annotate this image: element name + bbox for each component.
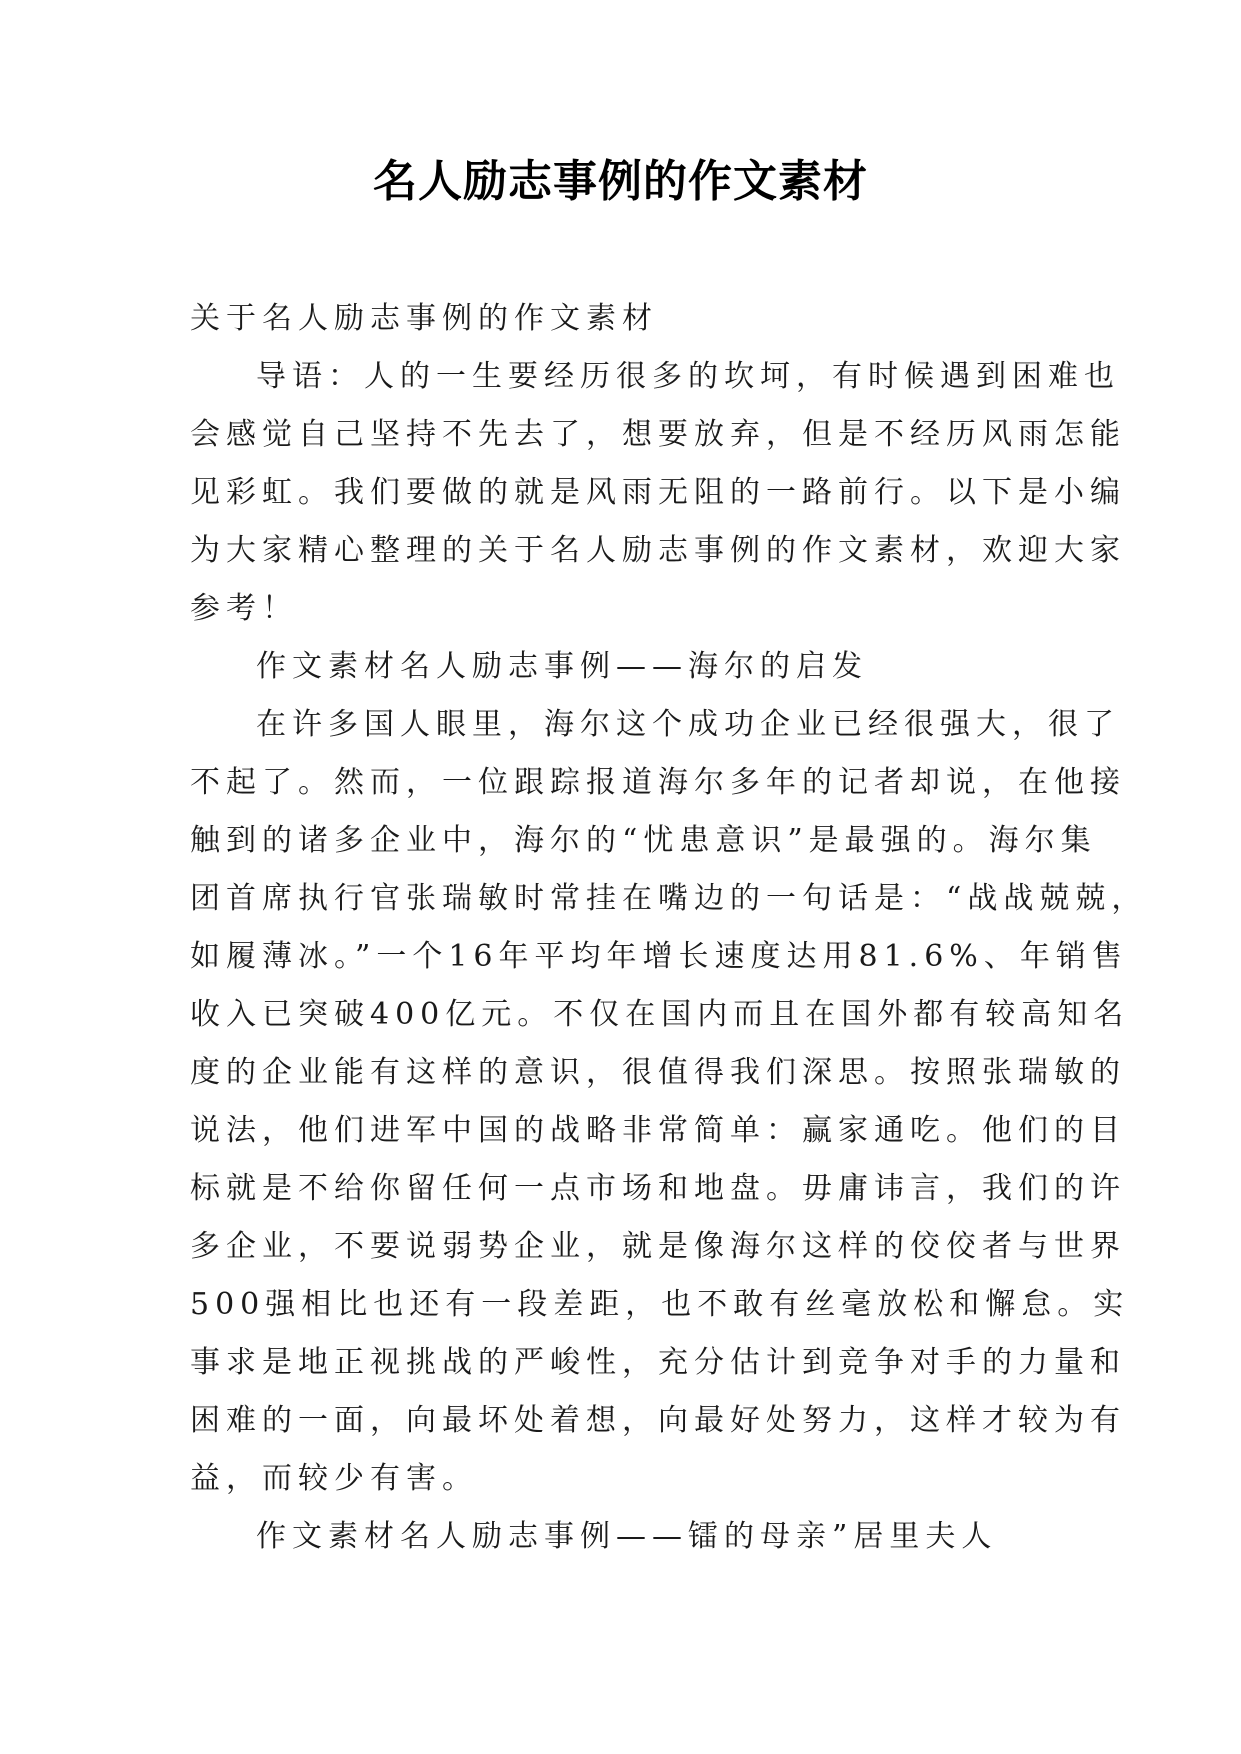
document-title: 名人励志事例的作文素材 <box>373 156 868 207</box>
body-line: 作文素材名人励志事例——镭的母亲”居里夫人 <box>256 1519 998 1554</box>
body-line: 收入已突破400亿元。不仅在国内而且在国外都有较高知名 <box>190 997 1130 1032</box>
body-line: 导语：人的一生要经历很多的坎坷，有时候遇到困难也 <box>256 359 1120 394</box>
body-line: 触到的诸多企业中，海尔的“忧患意识”是最强的。海尔集 <box>190 823 1097 858</box>
body-line: 关于名人励志事例的作文素材 <box>190 301 658 336</box>
body-line: 益，而较少有害。 <box>190 1461 478 1496</box>
document-body <box>190 290 1148 1566</box>
body-line: 标就是不给你留任何一点市场和地盘。毋庸讳言，我们的许 <box>190 1171 1126 1206</box>
body-line: 团首席执行官张瑞敏时常挂在嘴边的一句话是：“战战兢兢， <box>190 881 1148 916</box>
body-line: 度的企业能有这样的意识，很值得我们深思。按照张瑞敏的 <box>190 1055 1126 1090</box>
body-line: 不起了。然而，一位跟踪报道海尔多年的记者却说，在他接 <box>190 765 1126 800</box>
body-line: 会感觉自己坚持不先去了，想要放弃，但是不经历风雨怎能 <box>190 417 1126 452</box>
body-line: 多企业，不要说弱势企业，就是像海尔这样的佼佼者与世界 <box>190 1229 1126 1264</box>
body-line: 见彩虹。我们要做的就是风雨无阻的一路前行。以下是小编 <box>190 475 1126 510</box>
body-line: 在许多国人眼里，海尔这个成功企业已经很强大，很了 <box>256 707 1120 742</box>
body-line: 困难的一面，向最坏处着想，向最好处努力，这样才较为有 <box>190 1403 1126 1438</box>
body-line: 作文素材名人励志事例——海尔的启发 <box>256 649 868 684</box>
body-line: 为大家精心整理的关于名人励志事例的作文素材，欢迎大家 <box>190 533 1126 568</box>
body-line: 500强相比也还有一段差距，也不敢有丝毫放松和懈怠。实 <box>190 1287 1130 1322</box>
body-line: 参考！ <box>190 591 298 626</box>
body-line: 如履薄冰。”一个16年平均年增长速度达用81.6%、年销售 <box>190 939 1128 974</box>
body-line: 事求是地正视挑战的严峻性，充分估计到竞争对手的力量和 <box>190 1345 1126 1380</box>
body-line: 说法，他们进军中国的战略非常简单：赢家通吃。他们的目 <box>190 1113 1126 1148</box>
